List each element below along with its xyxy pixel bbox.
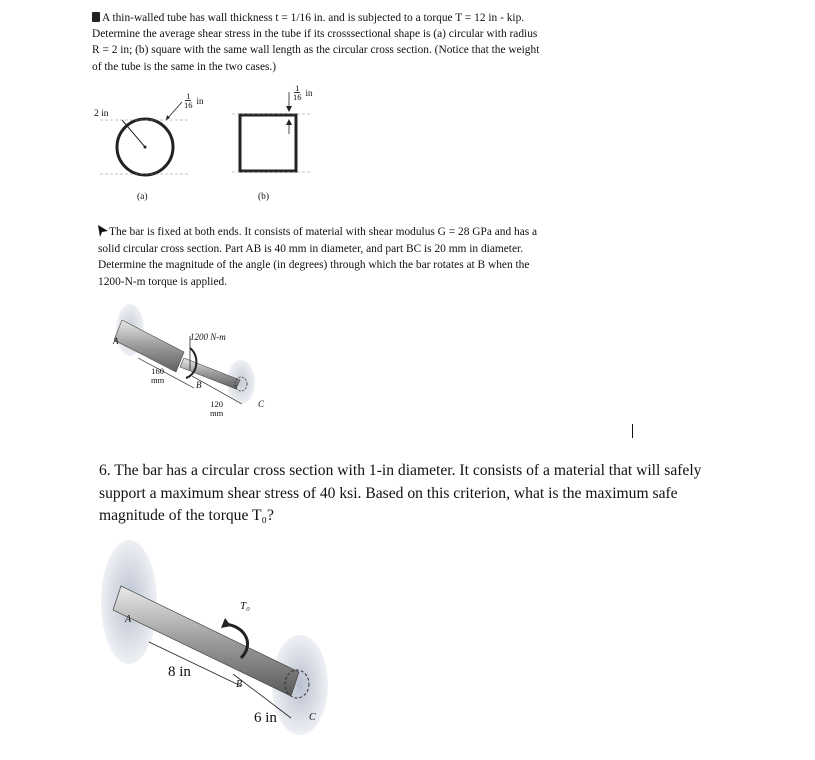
thickness-a-label: $\frac{1}{16}$ in [184, 90, 204, 110]
point-c-label: C [309, 712, 316, 723]
problem-6-line-1: 6. The bar has a circular cross section with 1-in diameter. It consists of a material that will safely [99, 462, 702, 479]
problem-5b-line-2: solid circular cross section. Part AB is 40 mm in diameter, and part BC is 20 mm in diameter. [98, 242, 524, 255]
torque-1200-label: 1200 N-m [190, 332, 226, 342]
torque-t0-label: T₀ [240, 600, 250, 612]
center-point [144, 146, 147, 149]
length-bc-label: 6 in [254, 710, 277, 726]
tube-cross-section-figure [100, 90, 340, 200]
problem-5a-line-1: A thin-walled tube has wall thickness t = 1/16 in. and is subjected to a torque T = 12 in - kip. [92, 10, 592, 26]
length-ab-label: 160 mm [151, 366, 165, 385]
caption-b: (b) [258, 192, 270, 202]
torque-arrowhead-icon [221, 618, 231, 628]
text-cursor [632, 424, 633, 438]
bar-torque-figure [95, 540, 355, 755]
stepped-bar-figure [108, 300, 278, 430]
radius-line [122, 120, 145, 147]
problem-6-line-2: support a maximum shear stress of 40 ksi. Based on this criterion, what is the maximum safe [99, 484, 678, 502]
problem-5a-line-3: R = 2 in; (b) square with the same wall length as the circular cross section. (Notice that the weight [92, 44, 540, 57]
point-b-label: B [196, 380, 202, 390]
thickness-b-label: $\frac{1}{16}$ in [293, 82, 313, 102]
point-b-label: B [236, 679, 243, 690]
thickness-b-arrow-up-icon [286, 119, 292, 125]
problem-5a-text [92, 10, 592, 75]
problem-5b-line-4: 1200-N-m torque is applied. [98, 275, 228, 288]
thickness-b-arrow-down-icon [286, 106, 292, 112]
point-a-label: A [113, 336, 119, 346]
radius-label: 2 in [94, 109, 109, 119]
problem-6-text [99, 460, 779, 528]
caption-a: (a) [137, 192, 148, 202]
bullet-marker-icon [92, 12, 100, 22]
problem-5a-line-2: Determine the average shear stress in the tube if its crosssectional shape is (a) circular with radius [92, 28, 538, 41]
length-ab-label: 8 in [168, 664, 191, 680]
point-c-label: C [258, 399, 265, 409]
problem-5b-line-3: Determine the magnitude of the angle (in degrees) through which the bar rotates at B when the [98, 259, 530, 272]
problem-6-line-3: magnitude of the torque T₀? [99, 507, 274, 524]
length-bc-label: 120 mm [210, 399, 224, 418]
bullet-arrow-icon [98, 225, 108, 237]
problem-5b-line-1: The bar is fixed at both ends. It consists of material with shear modulus G = 28 GPa and has a [98, 224, 588, 241]
point-a-label: A [125, 614, 132, 625]
problem-5a-line-4: of the tube is the same in the two cases.) [92, 60, 277, 73]
problem-5b-text [98, 224, 588, 290]
